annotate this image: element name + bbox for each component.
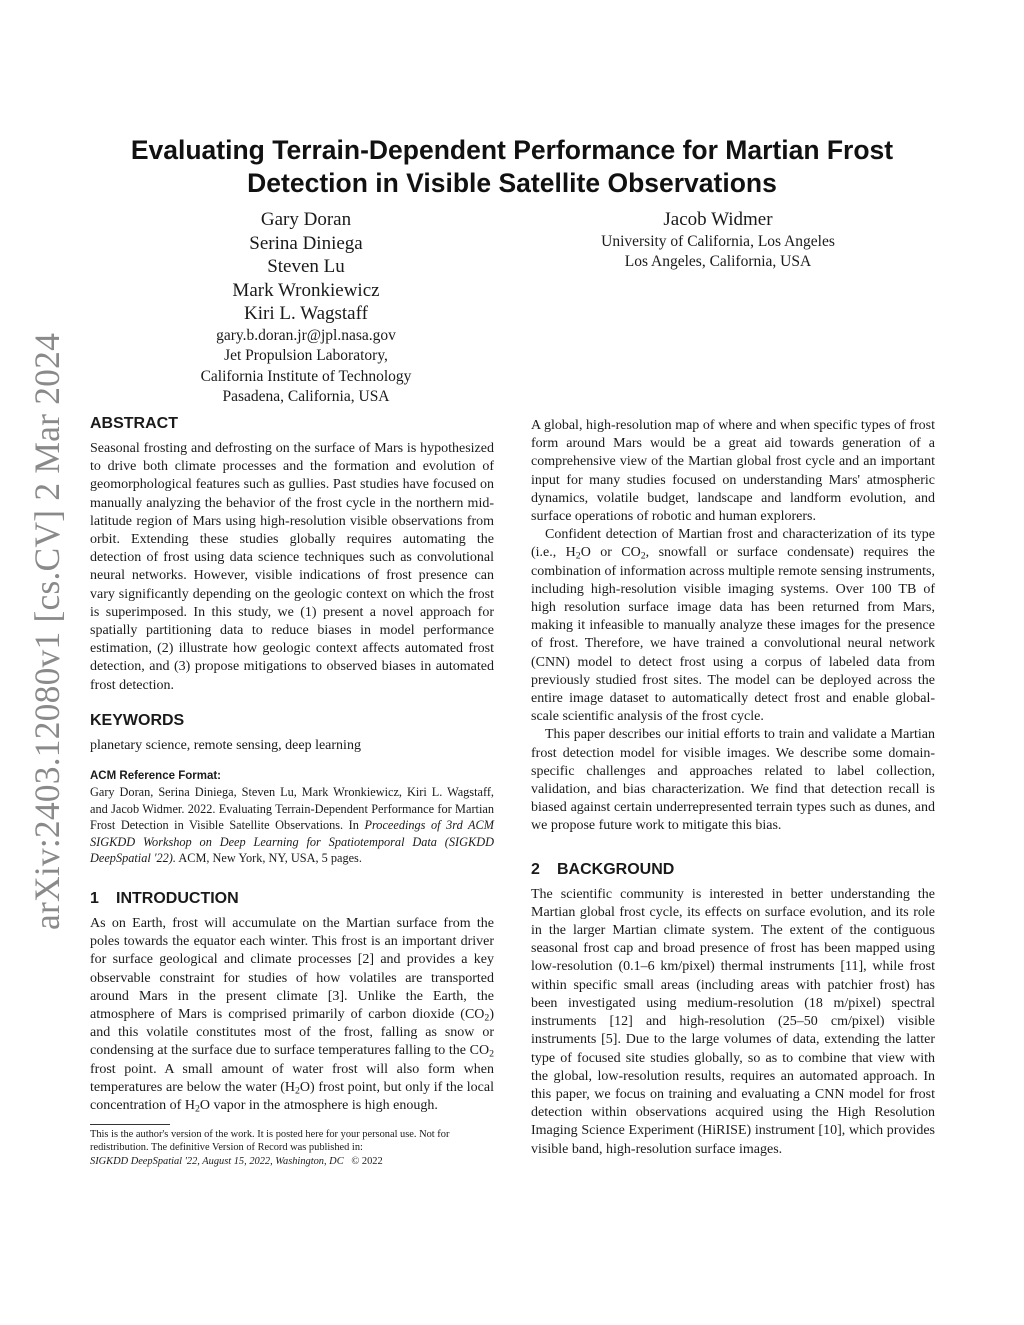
keywords-text: planetary science, remote sensing, deep learning [90,737,361,753]
background-paragraph: The scientific community is interested in better understanding the Martian global frost cycle, its effects on surface evolution, and its role in the larger Martian climate system. The extent of the contiguous seasonal frost cap and broad presence of frost has been mapped using low-resolution (0.1–6 km/pixel) thermal instruments [11], while frost within specific small areas (including areas with patchier frost) has been investigated using medium-resolution (18 m/pixel) spectral instruments [12] and high-resolution (25–50 cm/pixel) visible instruments [5]. Due to the large volumes of data, extending the latter type of focused site studies globally, so as to combine that view with the global, low-resolution results, requires an automated approach. In this paper, we focus on training and evaluating a CNN model for frost detection within observations acquired using the High Resolution Imaging Science Experiment (HiRISE) instrument [10], which provides visible band, high-resolution surface images. [531,886,935,1157]
footnote-copyright: © 2022 [351,1155,383,1167]
introduction-paragraph-3 [531,526,935,726]
acm-reference-text [90,784,494,867]
author-name: Gary Doran [260,209,352,230]
text-run: frost point. A small amount of water frost will also form when temperatures are below the water (H [90,1061,494,1095]
text-run: As on Earth, frost will accumulate on the Martian surface from the poles towards the equator each winter. This frost is an important driver for surface geological and climate processes [2] and provides a key observable constraint for studies of how volatiles are transported around Mars in the present climate [3]. Unlike the Earth, the atmosphere of Mars is comprised primarily of carbon dioxide (CO [90,916,494,1023]
author-block-ucla [568,208,868,273]
subscript: 2 [484,1012,490,1024]
section-title: INTRODUCTION [116,890,239,908]
arxiv-identifier-stamp: arXiv:2403.12080v1 [cs.CV] 2 Mar 2024 [27,332,67,930]
right-column [531,417,935,1159]
affiliation-line: Los Angeles, California, USA [624,253,812,270]
section-number: 2 [531,860,540,878]
text-run: , snowfall or surface condensate) requires the combination of information across multiple remote sensing instruments, including high-resolution visible imaging systems. Over 100 TB of high resolution surface image data has been returned from Mars, making it infeasible to manually analyze these images for the presence of frost. Therefore, we have trained a convolutional neural network (CNN) model to detect frost using a corpus of labeled data from previously studied frost sites. The model can be deployed across the entire image dataset to automatically detect frost and enable global-scale scientific analysis of the frost cycle. [531,545,935,725]
author-name: Mark Wronkiewicz [232,279,380,301]
author-block-jpl [140,208,472,408]
footnote [90,1128,494,1168]
text-run: ) and this volatile constitutes most of the frost, falling as snow or condensing at the surface due to surface temperatures falling to the CO [90,1007,494,1059]
title-line-2: Detection in Visible Satellite Observations [247,168,777,198]
introduction-heading [90,889,494,909]
acm-reference-venue: Proceedings of 3rd ACM SIGKDD Workshop on Deep Learning for Spatiotemporal Data (SIGKDD DeepSpatial '22). [90,818,494,866]
author-name: Jacob Widmer [663,209,773,230]
footnote-venue-line [90,1155,494,1168]
affiliation-line: University of California, Los Angeles [601,232,835,250]
text-run: Confident detection of Martian frost and characterization of its type (i.e., H [531,527,935,561]
subscript: 2 [489,1048,494,1060]
introduction-paragraph-1 [90,915,494,1115]
background-heading [531,860,935,880]
paper-title [90,134,934,200]
introduction-paragraph-4: This paper describes our initial efforts to train and validate a Martian frost detection model for visible images. We describe some domain-specific challenges and approaches related to label collection, validation, and bias characterization. We find that detection recall is biased against certain underrepresented terrain types such as dunes, and we propose future work to mitigate this bias. [531,727,935,834]
left-column [90,414,494,1115]
text-run: O) frost point, but only if the local concentration of H [90,1079,494,1114]
author-email: gary.b.doran.jr@jpl.nasa.gov [216,326,396,344]
affiliation-line: California Institute of Technology [200,367,412,385]
text-run: O vapor in the atmosphere is high enough. [199,1098,438,1114]
footnote-text: This is the author's version of the work. It is posted here for your personal use. Not for redistribution. The definitive Version of Record was published in: [90,1129,450,1154]
subscript: 2 [294,1085,300,1097]
subscript: 2 [194,1103,200,1115]
title-line-1: Evaluating Terrain-Dependent Performance for Martian Frost [130,135,894,165]
acm-reference-plain: Gary Doran, Serina Diniega, Steven Lu, Mark Wronkiewicz, Kiri L. Wagstaff, and Jacob Widmer. 2022. Evaluating Terrain-Dependent Performance for Martian Frost Detection in Visible Satellite Observations. In [90,785,494,833]
footnote-divider [90,1124,170,1125]
footnote-venue: SIGKDD DeepSpatial '22, August 15, 2022, Washington, DC [90,1155,344,1167]
author-name: Serina Diniega [249,232,363,254]
text-run: O or CO [580,545,641,561]
affiliation-line: Jet Propulsion Laboratory, [224,347,388,364]
acm-reference-heading: ACM Reference Format: [90,770,221,783]
abstract-text: Seasonal frosting and defrosting on the surface of Mars is hypothesized to drive both climate processes and the formation and evolution of geomorphological features such as gullies. Past studies have focused on manually analyzing the behavior of the frost cycle in the northern mid-latitude region of Mars using high-resolution visible observations from orbit. Extending these studies globally requires automating the detection of frost using data science techniques such as convolutional neural networks. However, visible indications of frost presence can vary significantly depending on the geologic context on which the frost is superimposed. In this study, we (1) present a novel approach for spatially partitioning data to reduce biases in model performance estimation, (2) illustrate how geologic context affects automated frost detection, and (3) propose mitigations to observed biases in automated frost detection. [90,441,494,693]
acm-reference-tail: ACM, New York, NY, USA, 5 pages. [175,851,362,866]
abstract-heading: ABSTRACT [90,415,178,432]
section-number: 1 [90,890,99,908]
keywords-heading: KEYWORDS [90,711,185,729]
author-name: Kiri L. Wagstaff [244,303,368,324]
section-title: BACKGROUND [557,860,675,878]
affiliation-line: Pasadena, California, USA [222,388,390,405]
subscript: 2 [640,550,646,562]
author-name: Steven Lu [267,256,345,277]
subscript: 2 [575,550,581,562]
introduction-paragraph-2: A global, high-resolution map of where and when specific types of frost form around Mars would be a great aid towards generation of a comprehensive view of the Martian global frost cycle and an important input for many studies focused on understanding Mars' atmospheric dynamics, volatile budget, landscape and landform evolution, and surface operations of robotic and human explorers. [531,418,935,525]
